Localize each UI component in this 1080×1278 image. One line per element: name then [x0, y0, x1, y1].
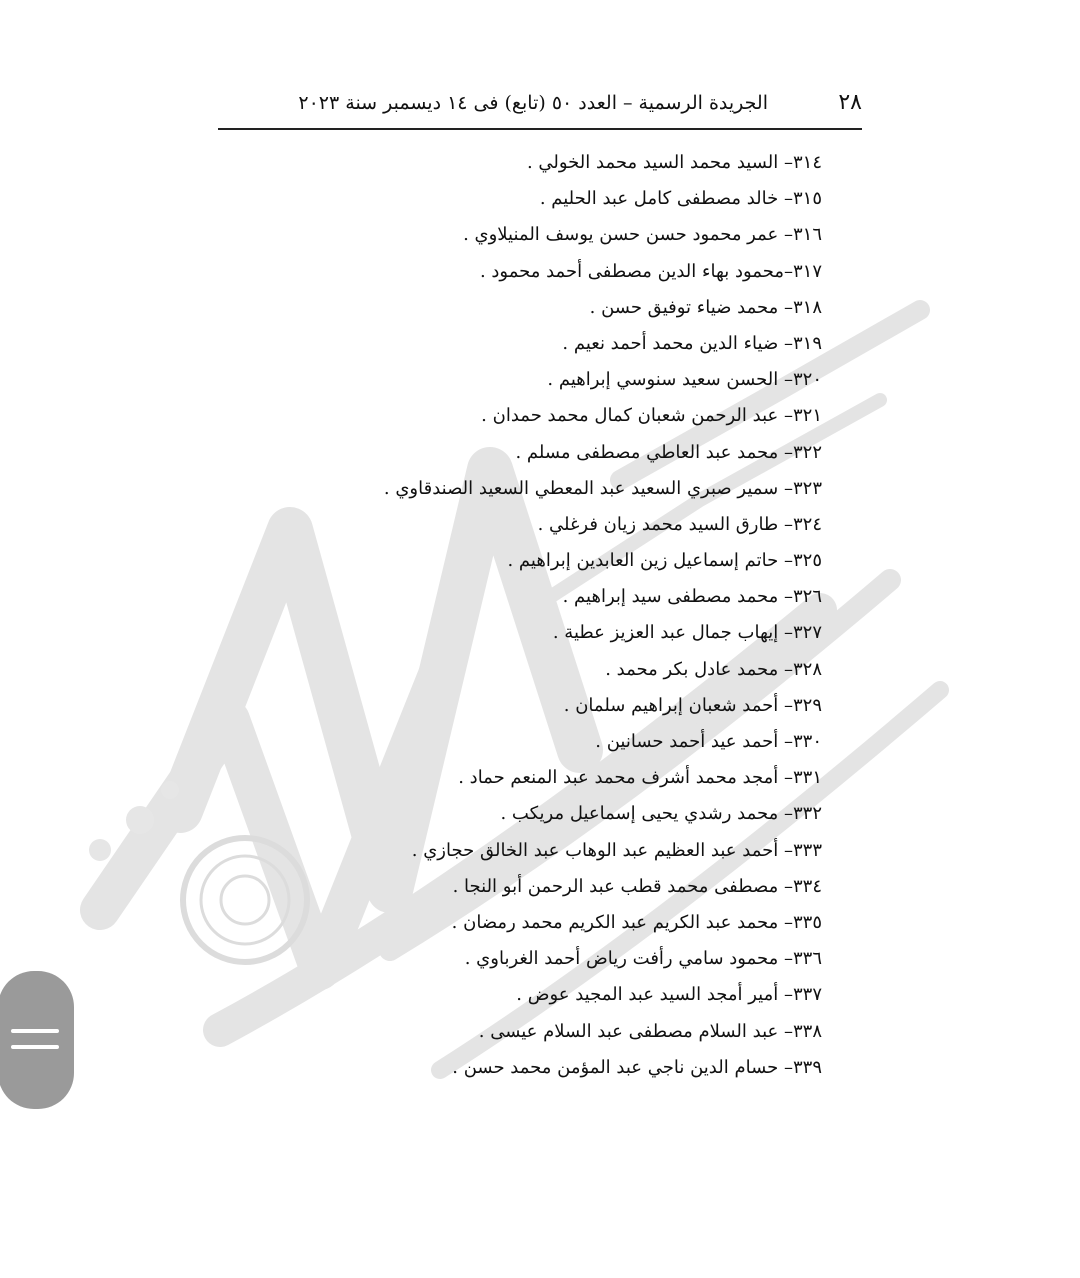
page-number: ٢٨ — [838, 90, 862, 115]
list-item: ٣٢٣– سمير صبري السعيد عبد المعطي السعيد الصندقاوي . — [383, 477, 822, 499]
list-item: ٣٣٥– محمد عبد الكريم عبد الكريم محمد رمضان . — [451, 911, 822, 933]
list-item: ٣٢٤– طارق السيد محمد زيان فرغلي . — [537, 513, 822, 535]
list-item: ٣٢٨– محمد عادل بكر محمد . — [605, 658, 822, 680]
list-item: ٣٣٠– أحمد عيد أحمد حسانين . — [595, 731, 822, 752]
list-item: ٣٣٢– محمد رشدي يحيى إسماعيل مريكب . — [500, 803, 822, 825]
list-item: ٣٢٧– إيهاب جمال عبد العزيز عطية . — [552, 622, 822, 644]
list-item: ٣٢١– عبد الرحمن شعبان كمال محمد حمدان . — [481, 405, 822, 427]
list-item: ٣٣٦– محمود سامي رأفت رياض أحمد الغرباوي . — [464, 948, 822, 970]
list-item: ٣٢٩– أحمد شعبان إبراهيم سلمان . — [563, 694, 822, 716]
list-item: ٣١٥– خالد مصطفى كامل عبد الحليم . — [539, 188, 822, 210]
page-header — [218, 86, 862, 120]
list-item: ٣٣٨– عبد السلام مصطفى عبد السلام عيسى . — [478, 1020, 822, 1042]
list-item: ٣١٦– عمر محمود حسن حسن يوسف المنيلاوي . — [463, 224, 822, 246]
gazette-header-title: الجريدة الرسمية – العدد ٥٠ (تابع) فى ١٤ ديسمبر سنة ٢٠٢٣ — [298, 92, 768, 114]
list-item: ٣٣٤– مصطفى محمد قطب عبد الرحمن أبو النجا . — [452, 875, 822, 897]
list-item: ٣٣٩– حسام الدين ناجي عبد المؤمن محمد حسن . — [452, 1056, 822, 1078]
list-item: ٣٣٧– أمير أمجد السيد عبد المجيد عوض . — [516, 984, 822, 1006]
names-list — [384, 145, 822, 1086]
list-item: ٣٢٠– الحسن سعيد سنوسي إبراهيم . — [547, 369, 822, 391]
list-item: ٣٢٥– حاتم إسماعيل زين العابدين إبراهيم . — [507, 550, 822, 572]
menu-button[interactable] — [0, 971, 74, 1109]
list-item: ٣١٤– السيد محمد السيد محمد الخولي . — [526, 152, 822, 173]
list-item: ٣٢٢– محمد عبد العاطي مصطفى مسلم . — [515, 441, 822, 463]
list-item: ٣٣٣– أحمد عبد العظيم عبد الوهاب عبد الخالق حجازي . — [411, 839, 822, 861]
list-item: ٣١٩– ضياء الدين محمد أحمد نعيم . — [562, 332, 822, 354]
header-divider — [218, 128, 862, 130]
list-item: ٣١٨– محمد ضياء توفيق حسن . — [589, 296, 822, 318]
list-item: ٣١٧–محمود بهاء الدين مصطفى أحمد محمود . — [479, 260, 822, 282]
list-item: ٣٣١– أمجد محمد أشرف محمد عبد المنعم حماد . — [458, 767, 822, 789]
list-item: ٣٢٦– محمد مصطفى سيد إبراهيم . — [562, 586, 822, 608]
